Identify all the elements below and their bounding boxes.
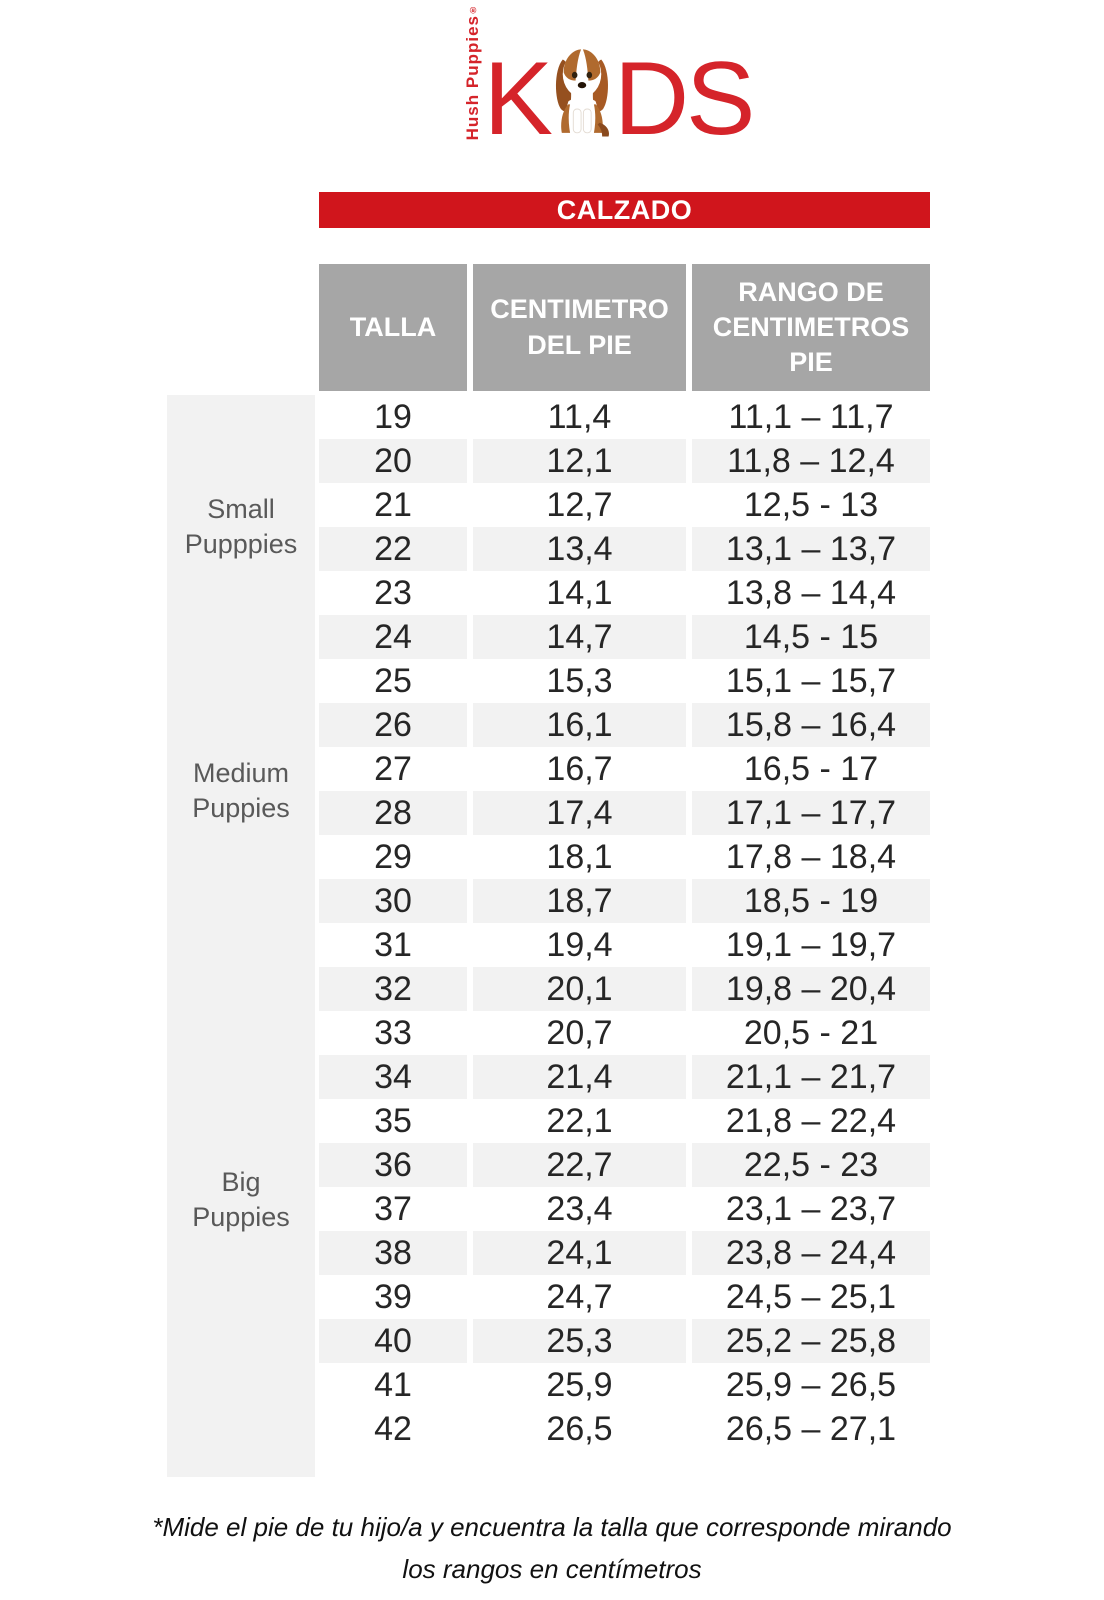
size-cell-centimetro: 22,7 [473,1143,686,1187]
size-cell-talla: 35 [374,1101,412,1140]
calzado-banner [319,192,930,228]
size-cell-talla: 23 [374,573,412,612]
size-cell-centimetro: 18,1 [546,837,613,876]
table-header-row [319,264,930,391]
size-cell-talla: 24 [319,615,467,659]
size-cell-centimetro: 23,4 [546,1189,613,1228]
size-cell-centimetro: 18,7 [473,879,686,923]
header-talla: TALLA [319,264,467,391]
size-cell-rango: 21,1 – 21,7 [692,1055,930,1099]
size-cell-talla: 36 [319,1143,467,1187]
size-cell-talla: 21 [374,485,412,524]
logo-letter-k: K [483,40,550,157]
group-label-column [167,395,315,1477]
size-cell-centimetro: 25,3 [473,1319,686,1363]
size-cell-centimetro: 24,7 [546,1277,613,1316]
size-cell-rango: 19,1 – 19,7 [725,925,897,964]
size-cell-centimetro: 12,1 [473,439,686,483]
hush-puppies-brand-text [464,2,481,140]
size-cell-talla: 25 [374,661,412,700]
size-cell-rango: 15,8 – 16,4 [692,703,930,747]
registered-mark: ® [467,3,478,15]
footnote [0,1507,1104,1590]
logo-letters-ds: DS [613,40,753,157]
size-cell-centimetro: 16,1 [473,703,686,747]
size-cell-centimetro: 22,1 [546,1101,613,1140]
size-cell-rango: 22,5 - 23 [692,1143,930,1187]
size-cell-talla: 40 [319,1319,467,1363]
size-cell-rango: 25,2 – 25,8 [692,1319,930,1363]
size-cell-talla: 22 [319,527,467,571]
size-cell-centimetro: 21,4 [473,1055,686,1099]
group-label: Small Pupppies [184,493,298,559]
size-cell-centimetro: 16,7 [546,749,613,788]
size-cell-rango: 12,5 - 13 [743,485,879,524]
size-cell-centimetro: 17,4 [473,791,686,835]
size-cell-rango: 19,8 – 20,4 [692,967,930,1011]
size-cell-talla: 31 [374,925,412,964]
size-cell-talla: 34 [319,1055,467,1099]
size-cell-talla: 37 [374,1189,412,1228]
size-cell-talla: 29 [374,837,412,876]
size-cell-talla: 28 [319,791,467,835]
basset-hound-dog-icon [549,34,615,140]
header-centimetro-del-pie: CENTIMETRO DEL PIE [473,264,686,391]
size-cell-rango: 26,5 – 27,1 [725,1409,897,1448]
size-cell-centimetro: 26,5 [546,1409,613,1448]
size-cell-rango: 24,5 – 25,1 [725,1277,897,1316]
size-cell-centimetro: 20,7 [546,1013,613,1052]
size-cell-centimetro: 14,7 [473,615,686,659]
size-cell-talla: 41 [374,1365,412,1404]
size-cell-centimetro: 12,7 [546,485,613,524]
size-grid [319,395,930,1451]
size-cell-rango: 17,8 – 18,4 [725,837,897,876]
group-label: Big Puppies [192,1166,290,1232]
size-cell-talla: 42 [374,1409,412,1448]
size-cell-talla: 30 [319,879,467,923]
size-cell-rango: 23,1 – 23,7 [725,1189,897,1228]
size-cell-talla: 39 [374,1277,412,1316]
size-cell-talla: 19 [374,397,412,436]
size-cell-rango: 13,8 – 14,4 [725,573,897,612]
size-cell-rango: 25,9 – 26,5 [725,1365,897,1404]
size-cell-rango: 14,5 - 15 [692,615,930,659]
size-cell-centimetro: 11,4 [547,397,612,436]
size-cell-centimetro: 20,1 [473,967,686,1011]
size-cell-rango: 23,8 – 24,4 [692,1231,930,1275]
size-cell-talla: 26 [319,703,467,747]
brand-name: Hush Puppies [462,14,482,140]
size-cell-talla: 33 [374,1013,412,1052]
size-cell-rango: 15,1 – 15,7 [725,661,897,700]
table-body [167,395,1104,1477]
size-cell-rango: 21,8 – 22,4 [725,1101,897,1140]
size-cell-centimetro: 14,1 [546,573,613,612]
size-cell-talla: 38 [319,1231,467,1275]
size-cell-rango: 20,5 - 21 [743,1013,879,1052]
size-cell-centimetro: 15,3 [546,661,613,700]
size-cell-talla: 27 [374,749,412,788]
size-cell-centimetro: 19,4 [546,925,613,964]
footnote-line-2: los rangos en centímetros [402,1553,702,1584]
size-cell-rango: 13,1 – 13,7 [692,527,930,571]
size-cell-centimetro: 13,4 [473,527,686,571]
size-cell-rango: 18,5 - 19 [692,879,930,923]
size-cell-talla: 20 [319,439,467,483]
size-cell-centimetro: 24,1 [473,1231,686,1275]
footnote-line-1: *Mide el pie de tu hijo/a y encuentra la talla que corresponde mirando [152,1512,952,1542]
header-rango-centimetros-pie: RANGO DE CENTIMETROS PIE [692,264,930,391]
hush-puppies-kids-logo [56,3,1104,157]
size-cell-talla: 32 [319,967,467,1011]
calzado-banner-label: CALZADO [556,194,693,225]
size-cell-rango: 11,1 – 11,7 [728,397,894,436]
size-cell-rango: 11,8 – 12,4 [692,439,930,483]
size-cell-rango: 17,1 – 17,7 [692,791,930,835]
size-cell-centimetro: 25,9 [546,1365,613,1404]
size-cell-rango: 16,5 - 17 [743,749,879,788]
group-label: Medium Puppies [192,757,290,823]
